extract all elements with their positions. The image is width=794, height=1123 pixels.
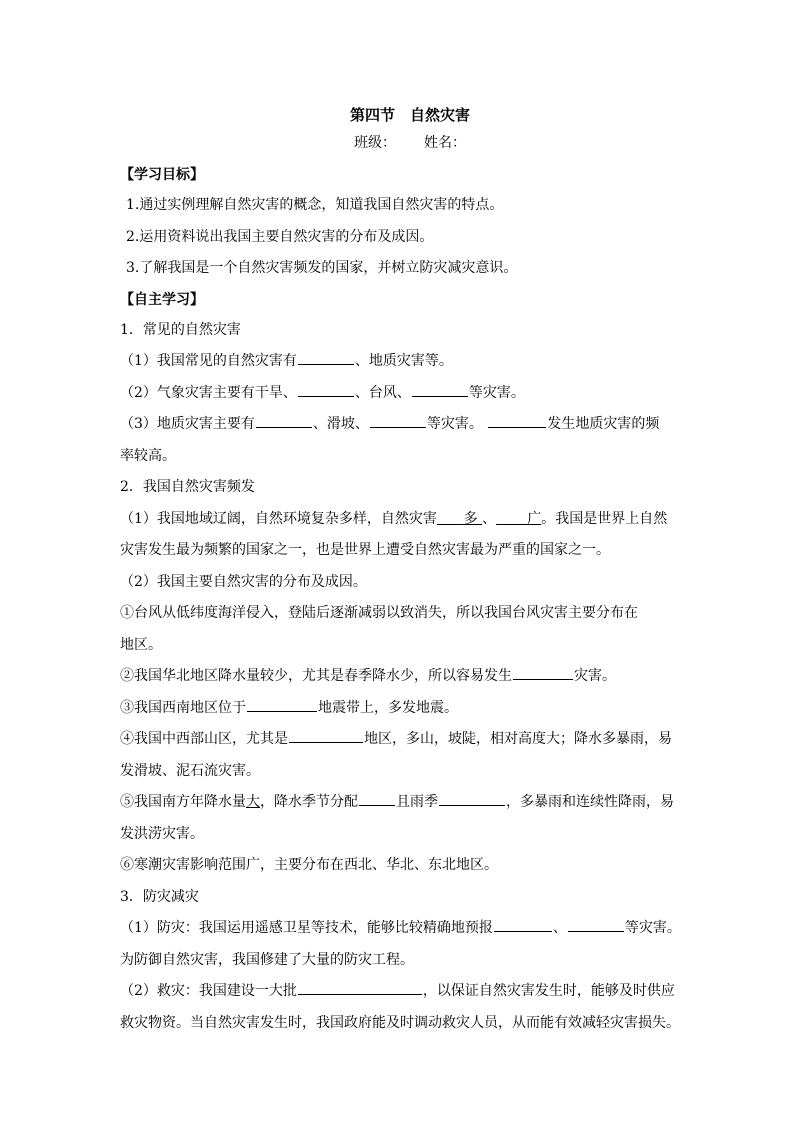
goal-item: 3.了解我国是一个自然灾害频发的国家，并树立防灾减灾意识。	[126, 260, 518, 276]
student-info	[140, 130, 680, 160]
section-1-title: 1．常见的自然灾害	[120, 321, 241, 338]
s2-item-1: ①台风从低纬度海洋侵入，登陆后逐渐减弱以致消失，所以我国台风灾害主要分布在	[120, 605, 638, 621]
answer-blank[interactable]	[488, 413, 546, 428]
answer-blank[interactable]	[289, 728, 363, 743]
section-2-title: 2．我国自然灾害频发	[120, 479, 255, 495]
answer-blank[interactable]	[412, 382, 468, 397]
s2-item-5: ⑤我国南方年降水量大，降水季节分配 且雨季 ，多暴雨和连续性降雨，易	[120, 787, 680, 819]
s1-question-3: （3）地质灾害主要有 、滑坡、 等灾害。 发生地质灾害的频	[120, 409, 680, 441]
fill-answer: 多	[463, 510, 478, 527]
name-label: 姓名：	[424, 135, 466, 151]
fill-answer: 大	[246, 794, 260, 810]
section-3-title: 3．防灾减灾	[120, 888, 199, 905]
answer-blank[interactable]	[568, 917, 624, 932]
answer-blank[interactable]	[298, 350, 354, 365]
self-study-heading: 【自主学习】	[120, 291, 204, 308]
goal-item: 2.运用资料说出我国主要自然灾害的分布及成因。	[126, 228, 434, 245]
worksheet-content	[120, 104, 680, 1039]
s2-item-2: ②我国华北地区降水量较少，尤其是春季降水少，所以容易发生 灾害。	[120, 661, 680, 693]
s1-question-3-cont: 率较高。	[120, 447, 176, 464]
answer-blank[interactable]	[359, 791, 395, 806]
s1-question-1: （1）我国常见的自然灾害有 、地质灾害等。	[120, 346, 680, 378]
class-label: 班级：	[354, 135, 396, 151]
s3-para-2: （2）救灾：我国建设一大批 ，以保证自然灾害发生时，能够及时供应	[120, 976, 680, 1008]
answer-blank[interactable]	[247, 697, 317, 712]
fill-answer: 广	[527, 510, 542, 527]
answer-blank[interactable]	[439, 791, 505, 806]
answer-blank[interactable]	[513, 665, 573, 680]
page-title: 第四节 自然灾害	[349, 106, 470, 124]
s2-item-5-cont: 发洪涝灾害。	[120, 825, 204, 842]
s2-item-3: ③我国西南地区位于 地震带上，多发地震。	[120, 693, 680, 725]
goal-item: 1.通过实例理解自然灾害的概念，知道我国自然灾害的特点。	[126, 197, 504, 213]
goals-heading: 【学习目标】	[120, 167, 204, 183]
s2-item-4: ④我国中西部山区，尤其是 地区，多山，坡陡，相对高度大；降水多暴雨，易	[120, 724, 680, 756]
s3-para-2-cont: 救灾物资。当自然灾害发生时，我国政府能及时调动救灾人员，从而能有效减轻灾害损失。	[120, 1014, 680, 1031]
s3-para-1-cont: 为防御自然灾害，我国修建了大量的防灾工程。	[120, 951, 414, 968]
s2-item-1-cont: 地区。	[120, 636, 162, 653]
s2-para-1-cont: 灾害发生最为频繁的国家之一，也是世界上遭受自然灾害最为严重的国家之一。	[120, 542, 610, 558]
s2-para-1: （1）我国地域辽阔，自然环境复杂多样，自然灾害 多 、 广。我国是世界上自然	[120, 510, 668, 527]
answer-blank[interactable]	[298, 382, 354, 397]
answer-blank[interactable]	[494, 917, 552, 932]
answer-blank[interactable]	[370, 413, 426, 428]
answer-blank[interactable]	[298, 980, 422, 995]
s2-item-6: ⑥寒潮灾害影响范围广，主要分布在西北、华北、东北地区。	[120, 857, 498, 873]
answer-blank[interactable]	[256, 413, 312, 428]
s3-para-1: （1）防灾：我国运用遥感卫星等技术，能够比较精确地预报 、 等灾害。	[120, 913, 680, 945]
s1-question-2: （2）气象灾害主要有干旱、 、台风、 等灾害。	[120, 378, 680, 410]
s2-para-2: （2）我国主要自然灾害的分布及成因。	[120, 573, 367, 590]
s2-item-4-cont: 发滑坡、泥石流灾害。	[120, 762, 260, 779]
